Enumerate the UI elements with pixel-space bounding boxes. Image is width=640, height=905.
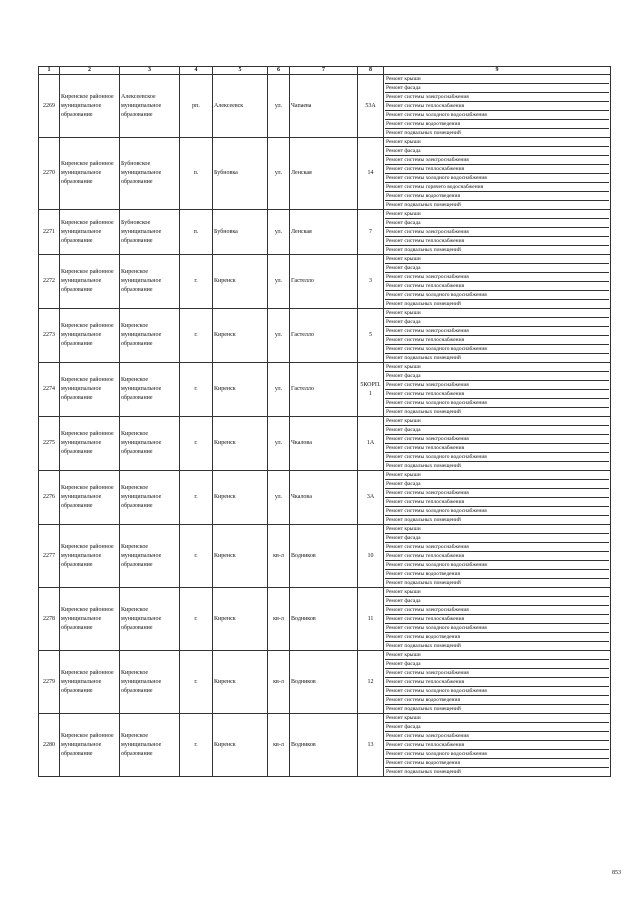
work-item: Ремонт фасада xyxy=(385,597,609,606)
work-item: Ремонт системы холодного водоснабжения xyxy=(385,561,609,570)
work-item: Ремонт системы электроснабжения xyxy=(385,489,609,498)
table-row xyxy=(39,363,611,417)
settlement-type-cell: г. xyxy=(180,471,213,525)
house-cell: 5 xyxy=(358,309,384,363)
settlement-type-cell: п. xyxy=(180,138,213,210)
work-item: Ремонт фасада xyxy=(385,426,609,435)
work-item: Ремонт подвальных помещений xyxy=(386,409,461,415)
header-col-4: 4 xyxy=(180,67,213,75)
table-row xyxy=(39,309,611,363)
street-cell: Ленская xyxy=(290,138,358,210)
work-item: Ремонт подвальных помещений xyxy=(386,706,461,712)
work-item: Ремонт системы холодного водоснабжения xyxy=(385,687,609,696)
work-item: Ремонт системы теплоснабжения xyxy=(385,498,609,507)
street-type-cell: кв-л xyxy=(268,525,290,588)
work-item: Ремонт подвальных помещений xyxy=(386,202,461,208)
street-cell: Чкалова xyxy=(290,417,358,471)
registry-table xyxy=(38,66,611,777)
work-item: Ремонт системы теплоснабжения xyxy=(385,390,609,399)
street-cell: Гастелло xyxy=(290,363,358,417)
district-cell: Киренское районное муниципальное образование xyxy=(60,75,120,138)
work-item: Ремонт крыши xyxy=(385,363,609,372)
work-item: Ремонт подвальных помещений xyxy=(386,130,461,136)
table-row xyxy=(39,255,611,309)
header-col-9: 9 xyxy=(384,67,611,75)
work-item: Ремонт фасада xyxy=(385,660,609,669)
work-item: Ремонт подвальных помещений xyxy=(386,643,461,649)
works-cell xyxy=(384,138,611,210)
header-col-3: 3 xyxy=(120,67,180,75)
work-item: Ремонт системы холодного водоснабжения xyxy=(385,345,609,354)
table-row xyxy=(39,714,611,777)
work-item: Ремонт системы теплоснабжения xyxy=(385,282,609,291)
street-type-cell: ул. xyxy=(268,309,290,363)
house-cell: 7 xyxy=(358,210,384,255)
work-item: Ремонт крыши xyxy=(385,525,609,534)
row-number: 2269 xyxy=(39,75,60,138)
house-cell: 11 xyxy=(358,588,384,651)
street-type-cell: ул. xyxy=(268,75,290,138)
house-cell: 1А xyxy=(358,417,384,471)
work-item: Ремонт системы электроснабжения xyxy=(385,606,609,615)
district-cell: Киренское районное муниципальное образование xyxy=(60,363,120,417)
work-item: Ремонт системы теплоснабжения xyxy=(385,102,609,111)
work-item: Ремонт фасада xyxy=(385,318,609,327)
row-number: 2276 xyxy=(39,471,60,525)
works-cell xyxy=(384,525,611,588)
table-row xyxy=(39,417,611,471)
work-item: Ремонт подвальных помещений xyxy=(386,769,461,775)
works-cell xyxy=(384,588,611,651)
district-cell: Киренское районное муниципальное образование xyxy=(60,210,120,255)
municipality-cell: Киренское муниципальное образование xyxy=(120,525,180,588)
street-cell: Гастелло xyxy=(290,309,358,363)
work-item: Ремонт системы электроснабжения xyxy=(385,156,609,165)
street-type-cell: ул. xyxy=(268,417,290,471)
street-cell: Чкалова xyxy=(290,471,358,525)
municipality-cell: Киренское муниципальное образование xyxy=(120,651,180,714)
header-row xyxy=(39,67,611,75)
header-col-5: 5 xyxy=(213,67,268,75)
work-item: Ремонт системы электроснабжения xyxy=(385,228,609,237)
row-number: 2274 xyxy=(39,363,60,417)
municipality-cell: Алексеевское муниципальное образование xyxy=(120,75,180,138)
work-item: Ремонт крыши xyxy=(385,588,609,597)
work-item: Ремонт системы электроснабжения xyxy=(385,327,609,336)
row-number: 2271 xyxy=(39,210,60,255)
house-cell: 3 xyxy=(358,255,384,309)
table-row xyxy=(39,210,611,255)
work-item: Ремонт системы теплоснабжения xyxy=(385,552,609,561)
street-cell: Водников xyxy=(290,588,358,651)
header-col-2: 2 xyxy=(60,67,120,75)
work-item: Ремонт системы водоотведения xyxy=(385,192,609,201)
settlement-cell: Бубновка xyxy=(213,138,268,210)
table-row xyxy=(39,588,611,651)
district-cell: Киренское районное муниципальное образование xyxy=(60,714,120,777)
row-number: 2280 xyxy=(39,714,60,777)
work-item: Ремонт крыши xyxy=(385,714,609,723)
municipality-cell: Киренское муниципальное образование xyxy=(120,417,180,471)
row-number: 2278 xyxy=(39,588,60,651)
street-cell: Водников xyxy=(290,714,358,777)
work-item: Ремонт подвальных помещений xyxy=(386,301,461,307)
work-item: Ремонт системы горячего водоснабжения xyxy=(385,183,609,192)
works-cell xyxy=(384,210,611,255)
district-cell: Киренское районное муниципальное образование xyxy=(60,255,120,309)
municipality-cell: Киренское муниципальное образование xyxy=(120,714,180,777)
street-cell: Гастелло xyxy=(290,255,358,309)
district-cell: Киренское районное муниципальное образование xyxy=(60,471,120,525)
house-cell: 12 xyxy=(358,651,384,714)
settlement-type-cell: г. xyxy=(180,309,213,363)
house-cell: 53А xyxy=(358,75,384,138)
street-type-cell: кв-л xyxy=(268,651,290,714)
municipality-cell: Бубновское муниципальное образование xyxy=(120,138,180,210)
settlement-type-cell: г. xyxy=(180,525,213,588)
work-item: Ремонт системы теплоснабжения xyxy=(385,336,609,345)
municipality-cell: Киренское муниципальное образование xyxy=(120,588,180,651)
work-item: Ремонт подвальных помещений xyxy=(386,355,461,361)
work-item: Ремонт подвальных помещений xyxy=(386,517,461,523)
work-item: Ремонт фасада xyxy=(385,372,609,381)
table-body xyxy=(39,75,611,777)
street-type-cell: кв-л xyxy=(268,714,290,777)
works-cell xyxy=(384,255,611,309)
settlement-type-cell: г. xyxy=(180,588,213,651)
district-cell: Киренское районное муниципальное образование xyxy=(60,417,120,471)
work-item: Ремонт системы водоотведения xyxy=(385,570,609,579)
work-item: Ремонт системы водоотведения xyxy=(385,120,609,129)
work-item: Ремонт крыши xyxy=(385,75,609,84)
settlement-type-cell: г. xyxy=(180,255,213,309)
house-cell: 14 xyxy=(358,138,384,210)
settlement-type-cell: рп. xyxy=(180,75,213,138)
work-item: Ремонт системы холодного водоснабжения xyxy=(385,399,609,408)
settlement-type-cell: г. xyxy=(180,651,213,714)
settlement-cell: Киренск xyxy=(213,651,268,714)
work-item: Ремонт фасада xyxy=(385,84,609,93)
house-cell: 5КОРП.1 xyxy=(358,363,384,417)
municipality-cell: Бубновское муниципальное образование xyxy=(120,210,180,255)
street-cell: Водников xyxy=(290,525,358,588)
settlement-cell: Киренск xyxy=(213,471,268,525)
work-item: Ремонт системы электроснабжения xyxy=(385,732,609,741)
work-item: Ремонт крыши xyxy=(385,138,609,147)
municipality-cell: Киренское муниципальное образование xyxy=(120,309,180,363)
work-item: Ремонт фасада xyxy=(385,534,609,543)
work-item: Ремонт крыши xyxy=(385,309,609,318)
street-type-cell: кв-л xyxy=(268,588,290,651)
settlement-cell: Киренск xyxy=(213,309,268,363)
work-item: Ремонт подвальных помещений xyxy=(386,247,461,253)
district-cell: Киренское районное муниципальное образование xyxy=(60,309,120,363)
settlement-cell: Бубновка xyxy=(213,210,268,255)
street-type-cell: ул. xyxy=(268,471,290,525)
settlement-type-cell: г. xyxy=(180,363,213,417)
street-type-cell: ул. xyxy=(268,210,290,255)
district-cell: Киренское районное муниципальное образование xyxy=(60,651,120,714)
street-cell: Чапаева xyxy=(290,75,358,138)
settlement-type-cell: г. xyxy=(180,417,213,471)
table-row xyxy=(39,75,611,138)
page-number: 853 xyxy=(612,870,621,876)
work-item: Ремонт крыши xyxy=(385,210,609,219)
table-row xyxy=(39,651,611,714)
work-item: Ремонт системы холодного водоснабжения xyxy=(385,291,609,300)
district-cell: Киренское районное муниципальное образование xyxy=(60,138,120,210)
district-cell: Киренское районное муниципальное образование xyxy=(60,588,120,651)
work-item: Ремонт системы теплоснабжения xyxy=(385,741,609,750)
settlement-cell: Киренск xyxy=(213,588,268,651)
settlement-cell: Киренск xyxy=(213,525,268,588)
works-cell xyxy=(384,309,611,363)
row-number: 2277 xyxy=(39,525,60,588)
street-type-cell: ул. xyxy=(268,363,290,417)
header-col-1: 1 xyxy=(39,67,60,75)
work-item: Ремонт фасада xyxy=(385,723,609,732)
work-item: Ремонт системы холодного водоснабжения xyxy=(385,624,609,633)
work-item: Ремонт системы холодного водоснабжения xyxy=(385,111,609,120)
work-item: Ремонт системы водоотведения xyxy=(385,633,609,642)
header-col-8: 8 xyxy=(358,67,384,75)
row-number: 2273 xyxy=(39,309,60,363)
district-cell: Киренское районное муниципальное образование xyxy=(60,525,120,588)
work-item: Ремонт фасада xyxy=(385,147,609,156)
work-item: Ремонт системы электроснабжения xyxy=(385,435,609,444)
settlement-cell: Киренск xyxy=(213,417,268,471)
settlement-cell: Киренск xyxy=(213,255,268,309)
work-item: Ремонт системы теплоснабжения xyxy=(385,678,609,687)
table-row xyxy=(39,138,611,210)
work-item: Ремонт фасада xyxy=(385,480,609,489)
work-item: Ремонт системы холодного водоснабжения xyxy=(385,507,609,516)
work-item: Ремонт системы водоотведения xyxy=(385,759,609,768)
row-number: 2272 xyxy=(39,255,60,309)
work-item: Ремонт системы теплоснабжения xyxy=(385,615,609,624)
work-item: Ремонт фасада xyxy=(385,219,609,228)
work-item: Ремонт системы холодного водоснабжения xyxy=(385,453,609,462)
street-type-cell: ул. xyxy=(268,138,290,210)
header-col-7: 7 xyxy=(290,67,358,75)
settlement-cell: Киренск xyxy=(213,714,268,777)
street-type-cell: ул. xyxy=(268,255,290,309)
work-item: Ремонт фасада xyxy=(385,264,609,273)
work-item: Ремонт системы теплоснабжения xyxy=(385,444,609,453)
street-cell: Водников xyxy=(290,651,358,714)
municipality-cell: Киренское муниципальное образование xyxy=(120,471,180,525)
house-cell: 3А xyxy=(358,471,384,525)
work-item: Ремонт системы электроснабжения xyxy=(385,273,609,282)
settlement-type-cell: п. xyxy=(180,210,213,255)
work-item: Ремонт системы холодного водоснабжения xyxy=(385,174,609,183)
work-item: Ремонт системы электроснабжения xyxy=(385,381,609,390)
settlement-type-cell: г. xyxy=(180,714,213,777)
row-number: 2275 xyxy=(39,417,60,471)
work-item: Ремонт системы электроснабжения xyxy=(385,669,609,678)
work-item: Ремонт подвальных помещений xyxy=(386,463,461,469)
header-col-6: 6 xyxy=(268,67,290,75)
house-cell: 13 xyxy=(358,714,384,777)
works-cell xyxy=(384,714,611,777)
work-item: Ремонт подвальных помещений xyxy=(386,580,461,586)
works-cell xyxy=(384,363,611,417)
work-item: Ремонт системы теплоснабжения xyxy=(385,237,609,246)
works-cell xyxy=(384,471,611,525)
work-item: Ремонт системы теплоснабжения xyxy=(385,165,609,174)
house-cell: 10 xyxy=(358,525,384,588)
municipality-cell: Киренское муниципальное образование xyxy=(120,255,180,309)
street-cell: Ленская xyxy=(290,210,358,255)
row-number: 2279 xyxy=(39,651,60,714)
work-item: Ремонт системы электроснабжения xyxy=(385,543,609,552)
work-item: Ремонт системы холодного водоснабжения xyxy=(385,750,609,759)
municipality-cell: Киренское муниципальное образование xyxy=(120,363,180,417)
settlement-cell: Киренск xyxy=(213,363,268,417)
row-number: 2270 xyxy=(39,138,60,210)
settlement-cell: Алексеевск xyxy=(213,75,268,138)
work-item: Ремонт крыши xyxy=(385,651,609,660)
works-cell xyxy=(384,75,611,138)
work-item: Ремонт крыши xyxy=(385,417,609,426)
work-item: Ремонт системы водоотведения xyxy=(385,696,609,705)
work-item: Ремонт крыши xyxy=(385,255,609,264)
works-cell xyxy=(384,417,611,471)
work-item: Ремонт системы электроснабжения xyxy=(385,93,609,102)
table-row xyxy=(39,471,611,525)
work-item: Ремонт крыши xyxy=(385,471,609,480)
works-cell xyxy=(384,651,611,714)
table-row xyxy=(39,525,611,588)
